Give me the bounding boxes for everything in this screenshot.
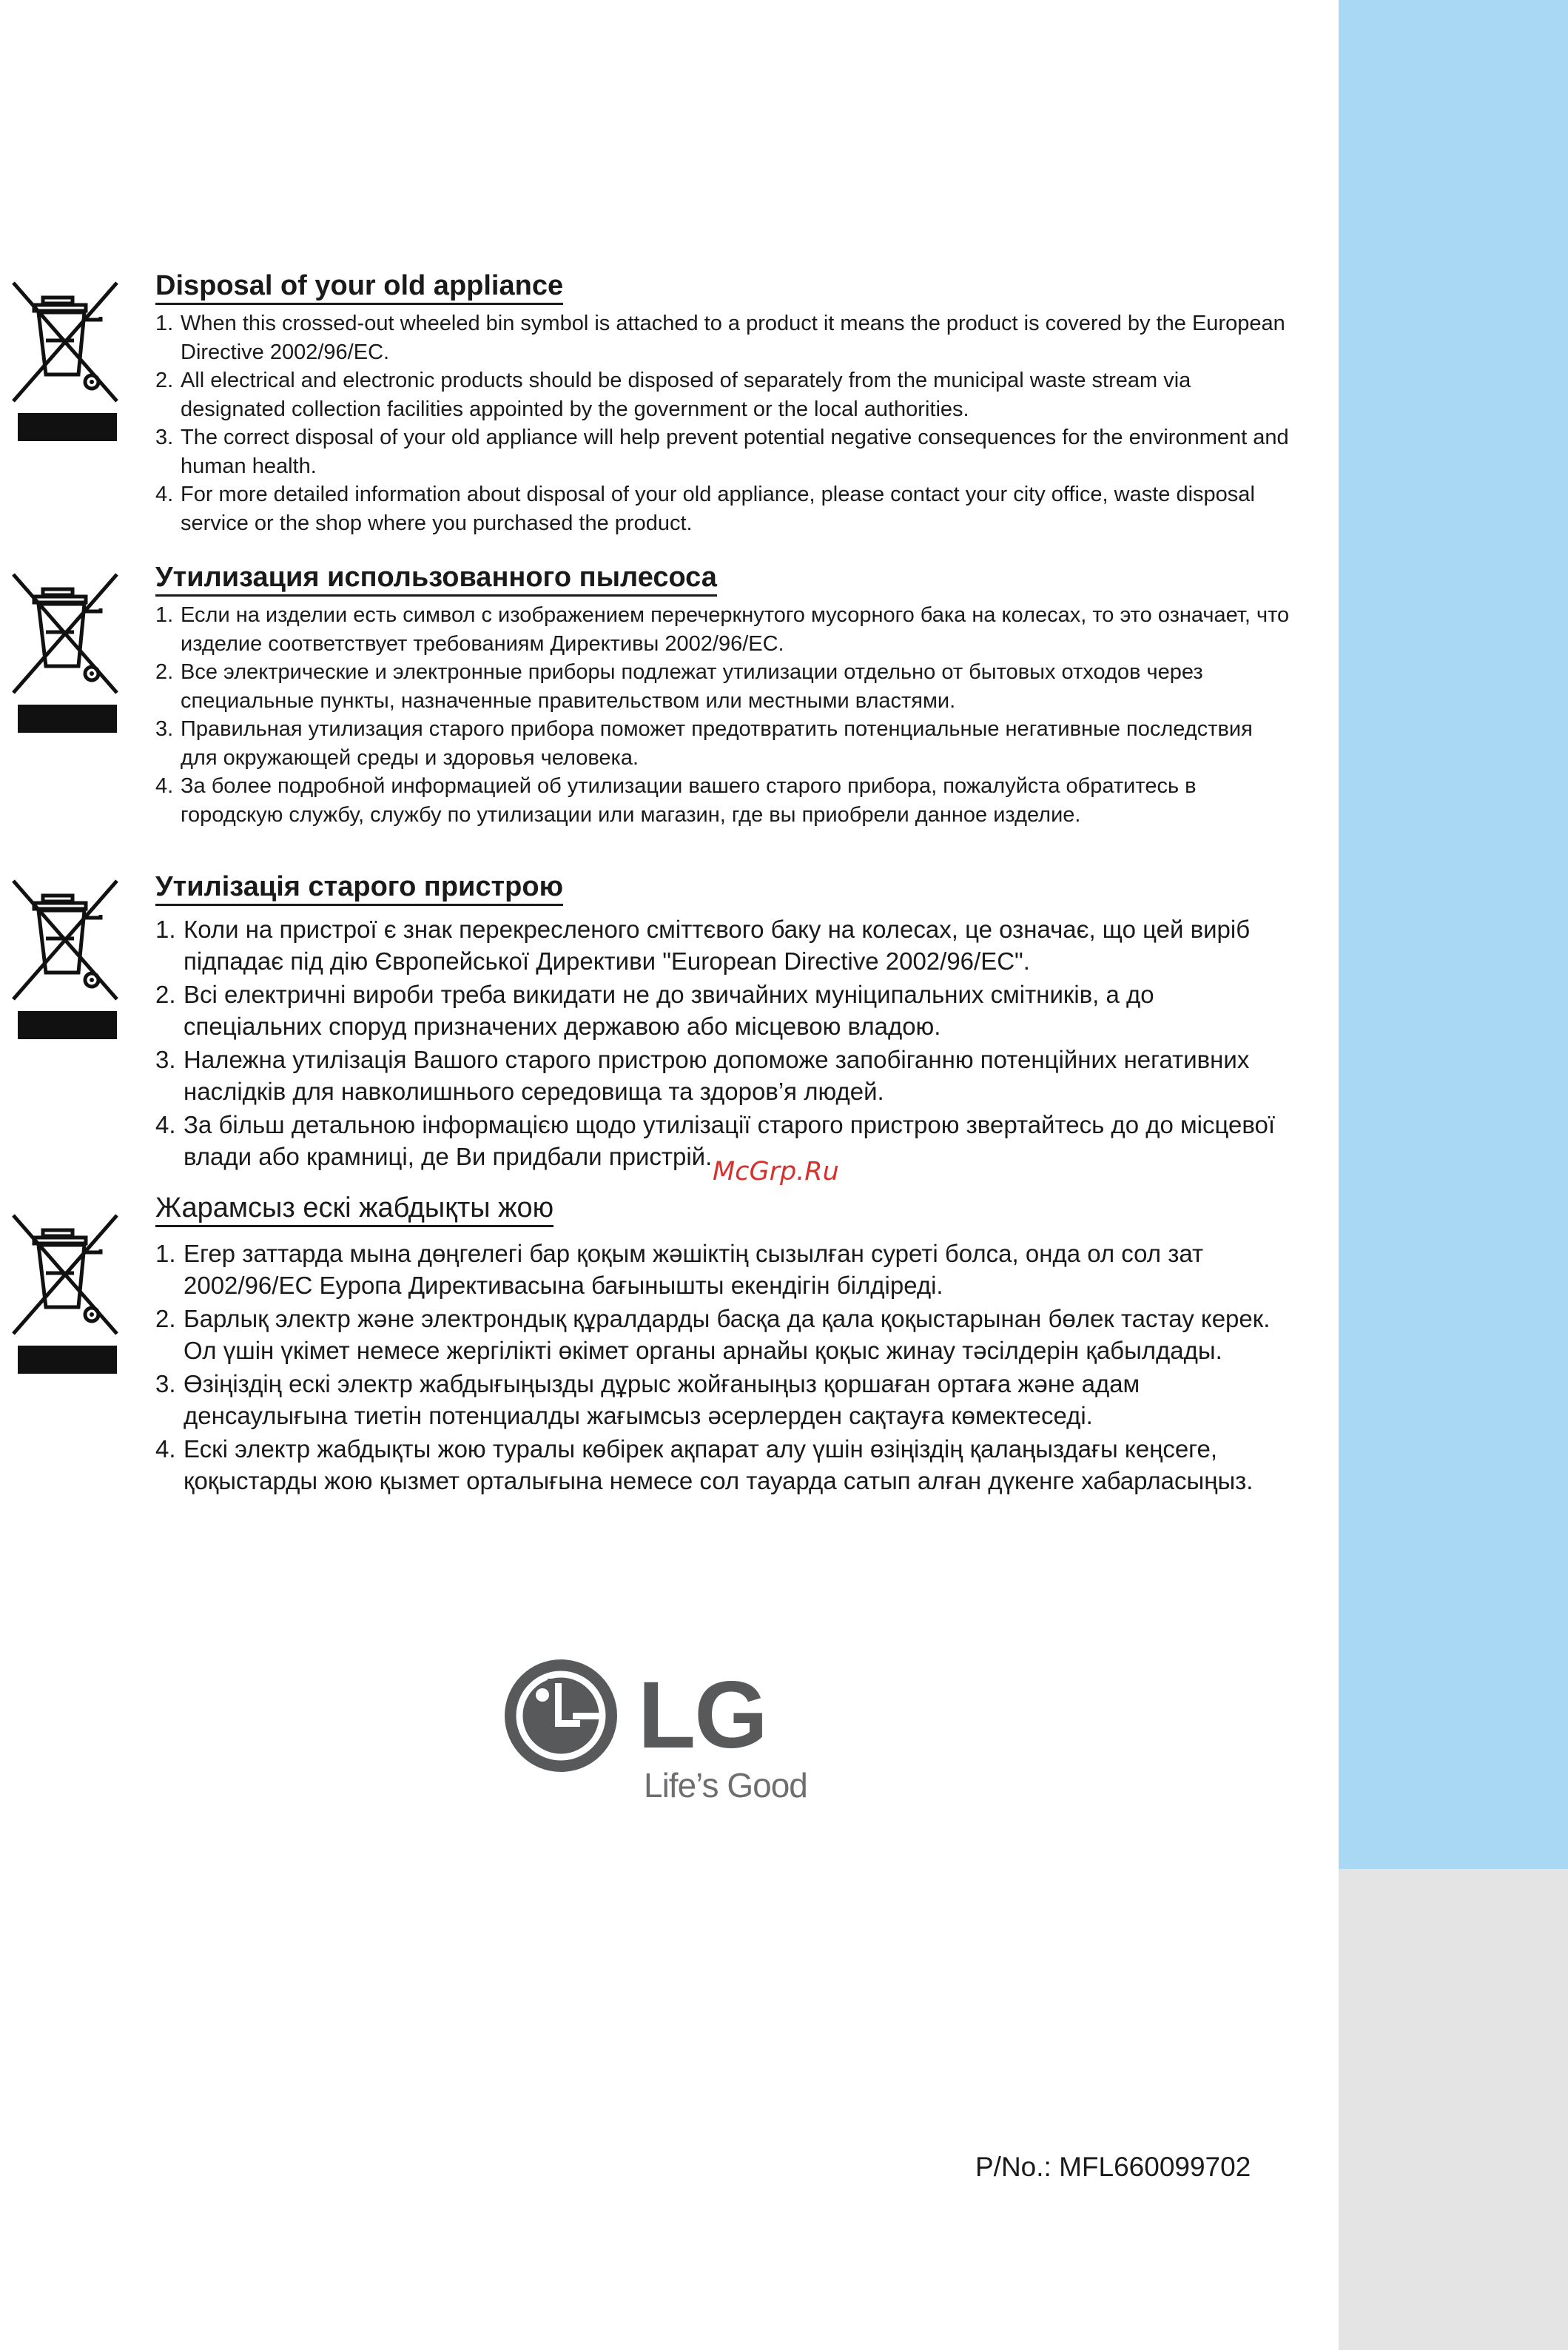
list-item: 1. Егер заттарда мына дөңгелегі бар қоқым жәшіктің сызылған суреті болса, онда ол сол зат 2002/96/EC Еуропа Директивасына бағынышты екендігін білдіреді. xyxy=(155,1240,1204,1299)
section-title: Disposal of your old appliance xyxy=(155,269,563,305)
section-ukrainian xyxy=(155,870,1295,1172)
bin-underline-bar xyxy=(18,705,117,733)
list-item: 4. За более подробной информацией об утилизации вашего старого прибора, пожалуйста обратитесь в городскую службу, службу по утилизации или магазин, где вы приобрели данное изделие. xyxy=(155,774,1197,827)
item-list xyxy=(155,913,1295,1172)
list-item: 1. Если на изделии есть символ с изображением перечеркнутого мусорного бака на колесах, то это означает, что изделие соответствует требованиям Директивы 2002/96/EC. xyxy=(155,603,1290,656)
bin-underline-bar xyxy=(18,1346,117,1374)
list-item: 4. Ескі электр жабдықты жою туралы көбірек ақпарат алу үшін өзіңіздің қалаңыздағы кеңсеге, қоқыстарды жою қызмет орталығына немесе сол тауарда сатып алған дүкенге хабарласыңыз. xyxy=(155,1435,1254,1494)
list-item: 2. Барлық электр және электрондық құралдарды басқа да қала қоқыстарынан бөлек тастау керек. Ол үшін үкімет немесе жергілікті өкімет органы арнайы қоқыс жинау тәсілдерін қабылдады. xyxy=(155,1305,1271,1364)
item-list xyxy=(155,309,1295,537)
section-english xyxy=(155,269,1295,537)
list-item: 3. Правильная утилизация старого прибора поможет предотвратить потенциальные негативные последствия для окружающей среды и здоровья человека. xyxy=(155,717,1253,770)
section-title: Жарамсыз ескі жабдықты жою xyxy=(155,1192,553,1227)
weee-bin-icon xyxy=(9,870,120,1039)
list-item: 1. Коли на пристрої є знак перекресленого сміттєвого баку на колесах, це означає, що цей виріб підпадає під дію Європейської Директиви "European Directive 2002/96/EC". xyxy=(155,916,1251,975)
list-item: 3. The correct disposal of your old appliance will help prevent potential negative consequences for the environment and human health. xyxy=(155,426,1289,478)
watermark-text: McGrp.Ru xyxy=(713,1157,839,1186)
lg-tagline: Life’s Good xyxy=(644,1766,807,1805)
list-item: 3. Належна утилізація Вашого старого пристрою допоможе запобіганню потенційних негативних наслідків для навколишнього середовища та здоров’я людей. xyxy=(155,1046,1250,1105)
list-item: 4. За більш детальною інформацією щодо утилізації старого пристрою звертайтесь до до місцевої влади або крамниці, де Ви придбали пристрій. xyxy=(155,1111,1276,1170)
item-list xyxy=(155,601,1295,829)
side-grey-band xyxy=(1339,1869,1568,2350)
list-item: 1. When this crossed-out wheeled bin symbol is attached to a product it means the product is covered by the European Directive 2002/96/EC. xyxy=(155,312,1285,364)
section-russian xyxy=(155,561,1295,829)
weee-bin-icon xyxy=(9,564,120,733)
weee-bin-icon xyxy=(9,1205,120,1374)
lg-emblem-icon xyxy=(502,1656,620,1775)
section-title: Утилизация использованного пылесоса xyxy=(155,561,717,597)
lg-logo xyxy=(502,1656,835,1805)
bin-underline-bar xyxy=(18,413,117,441)
bin-underline-bar xyxy=(18,1011,117,1039)
section-kazakh xyxy=(155,1192,1295,1498)
section-title: Утилізація старого пристрою xyxy=(155,870,563,906)
list-item: 2. Все электрические и электронные приборы подлежат утилизации отдельно от бытовых отходов через специальные пункты, назначенные правительством или местными властями. xyxy=(155,660,1203,713)
lg-wordmark: LG xyxy=(638,1662,767,1768)
list-item: 4. For more detailed information about disposal of your old appliance, please contact your city office, waste disposal service or the shop where you purchased the product. xyxy=(155,483,1255,535)
part-number: P/No.: MFL660099702 xyxy=(975,2152,1251,2182)
list-item: 3. Өзіңіздің ескі электр жабдығыңызды дұрыс жойғаныңыз қоршаған ортаға және адам денсаулығына тиетін потенциалды жағымсыз әсерлерден сақтауға көмектеседі. xyxy=(155,1370,1140,1429)
item-list xyxy=(155,1238,1295,1497)
list-item: 2. Всі електричні вироби треба викидати не до звичайних муніципальних смітників, а до спеціальних споруд призначених державою або місцевою владою. xyxy=(155,981,1154,1040)
weee-bin-icon xyxy=(9,272,120,441)
list-item: 2. All electrical and electronic products should be disposed of separately from the municipal waste stream via designated collection facilities appointed by the government or the local authorities. xyxy=(155,369,1191,421)
side-color-band xyxy=(1339,0,1568,1869)
